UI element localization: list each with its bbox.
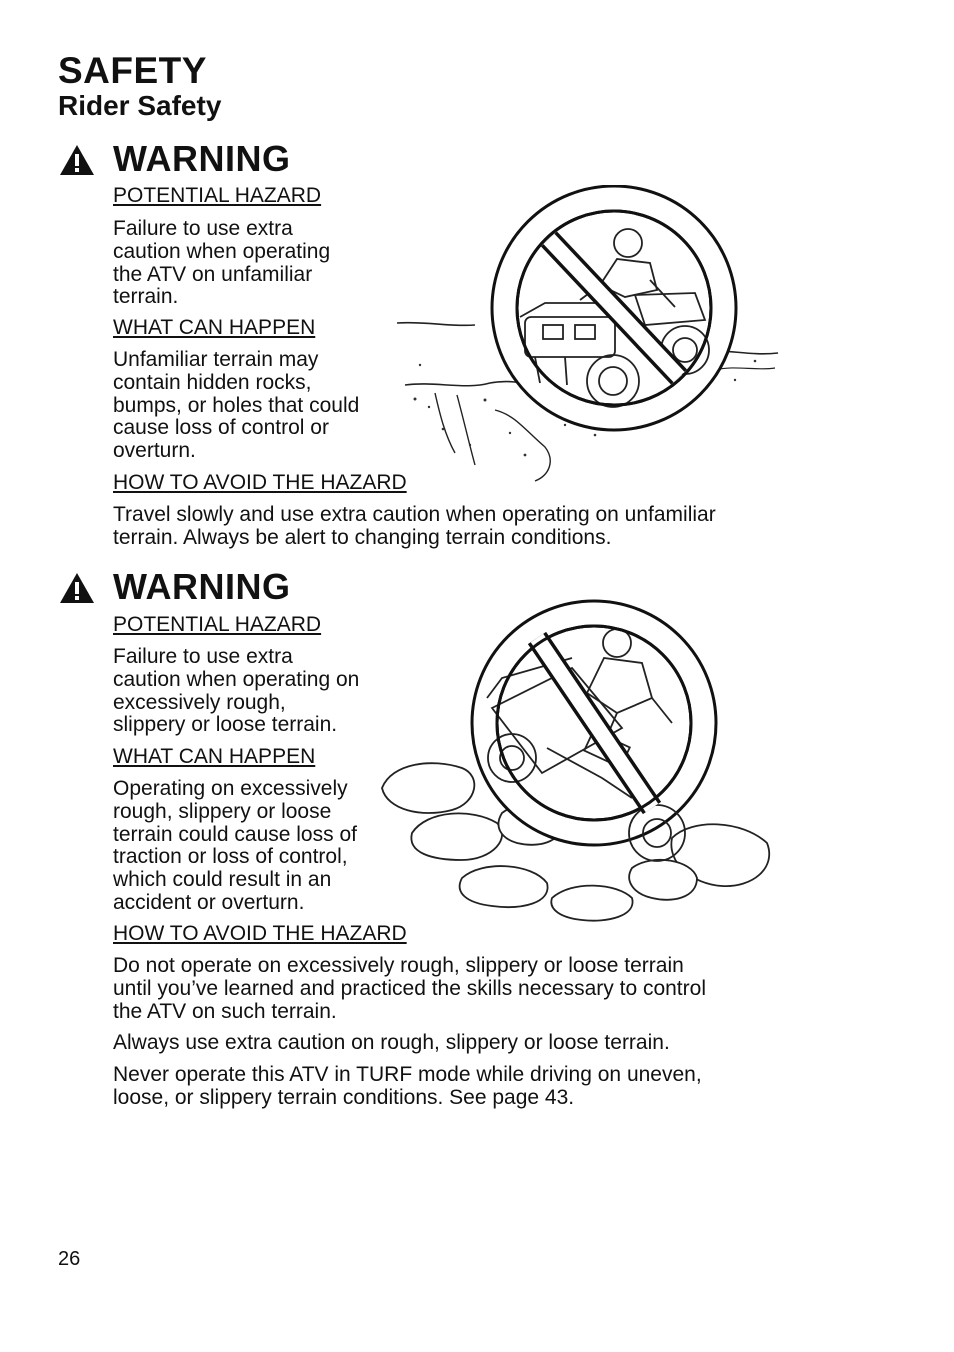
- avoid-text: Travel slowly and use extra caution when operating on unfamiliar terrain. Always be alert to changing terrain conditions.: [113, 503, 716, 549]
- how-to-avoid-heading: HOW TO AVOID THE HAZARD: [113, 922, 407, 945]
- how-to-avoid-heading: HOW TO AVOID THE HAZARD: [113, 471, 407, 494]
- subsection-title: Rider Safety: [58, 90, 222, 121]
- hazard-text: Failure to use extra caution when operating the ATV on unfamiliar terrain.: [113, 217, 331, 309]
- warning-title: WARNING: [113, 566, 291, 607]
- no-atv-rough-terrain-icon: [372, 598, 777, 938]
- happen-text: Operating on excessively rough, slippery or loose terrain could cause loss of traction or loss of control, which could result in an accident or overturn.: [113, 777, 357, 914]
- section-title: SAFETY: [58, 50, 207, 91]
- what-can-happen-heading: WHAT CAN HAPPEN: [113, 316, 316, 339]
- page-number: 26: [58, 1248, 81, 1270]
- avoid-text: Do not operate on excessively rough, slippery or loose terrain until you’ve learned and practiced the skills necessary to control the ATV on such terrain.: [113, 954, 706, 1023]
- potential-hazard-heading: POTENTIAL HAZARD: [113, 184, 322, 207]
- happen-text: Unfamiliar terrain may contain hidden rocks, bumps, or holes that could cause loss of control or overturn.: [113, 348, 360, 463]
- hazard-text: Failure to use extra caution when operating on excessively rough, slippery or loose terrain.: [113, 645, 360, 737]
- what-can-happen-heading: WHAT CAN HAPPEN: [113, 745, 316, 768]
- warning-title: WARNING: [113, 138, 291, 179]
- warning-triangle-icon: [58, 571, 96, 605]
- potential-hazard-heading: POTENTIAL HAZARD: [113, 613, 322, 636]
- avoid-text: Never operate this ATV in TURF mode while driving on uneven, loose, or slippery terrain conditions. See page 43.: [113, 1063, 702, 1109]
- warning-triangle-icon: [58, 143, 96, 177]
- avoid-text: Always use extra caution on rough, slippery or loose terrain.: [113, 1031, 670, 1054]
- no-atv-unfamiliar-terrain-icon: [395, 185, 780, 485]
